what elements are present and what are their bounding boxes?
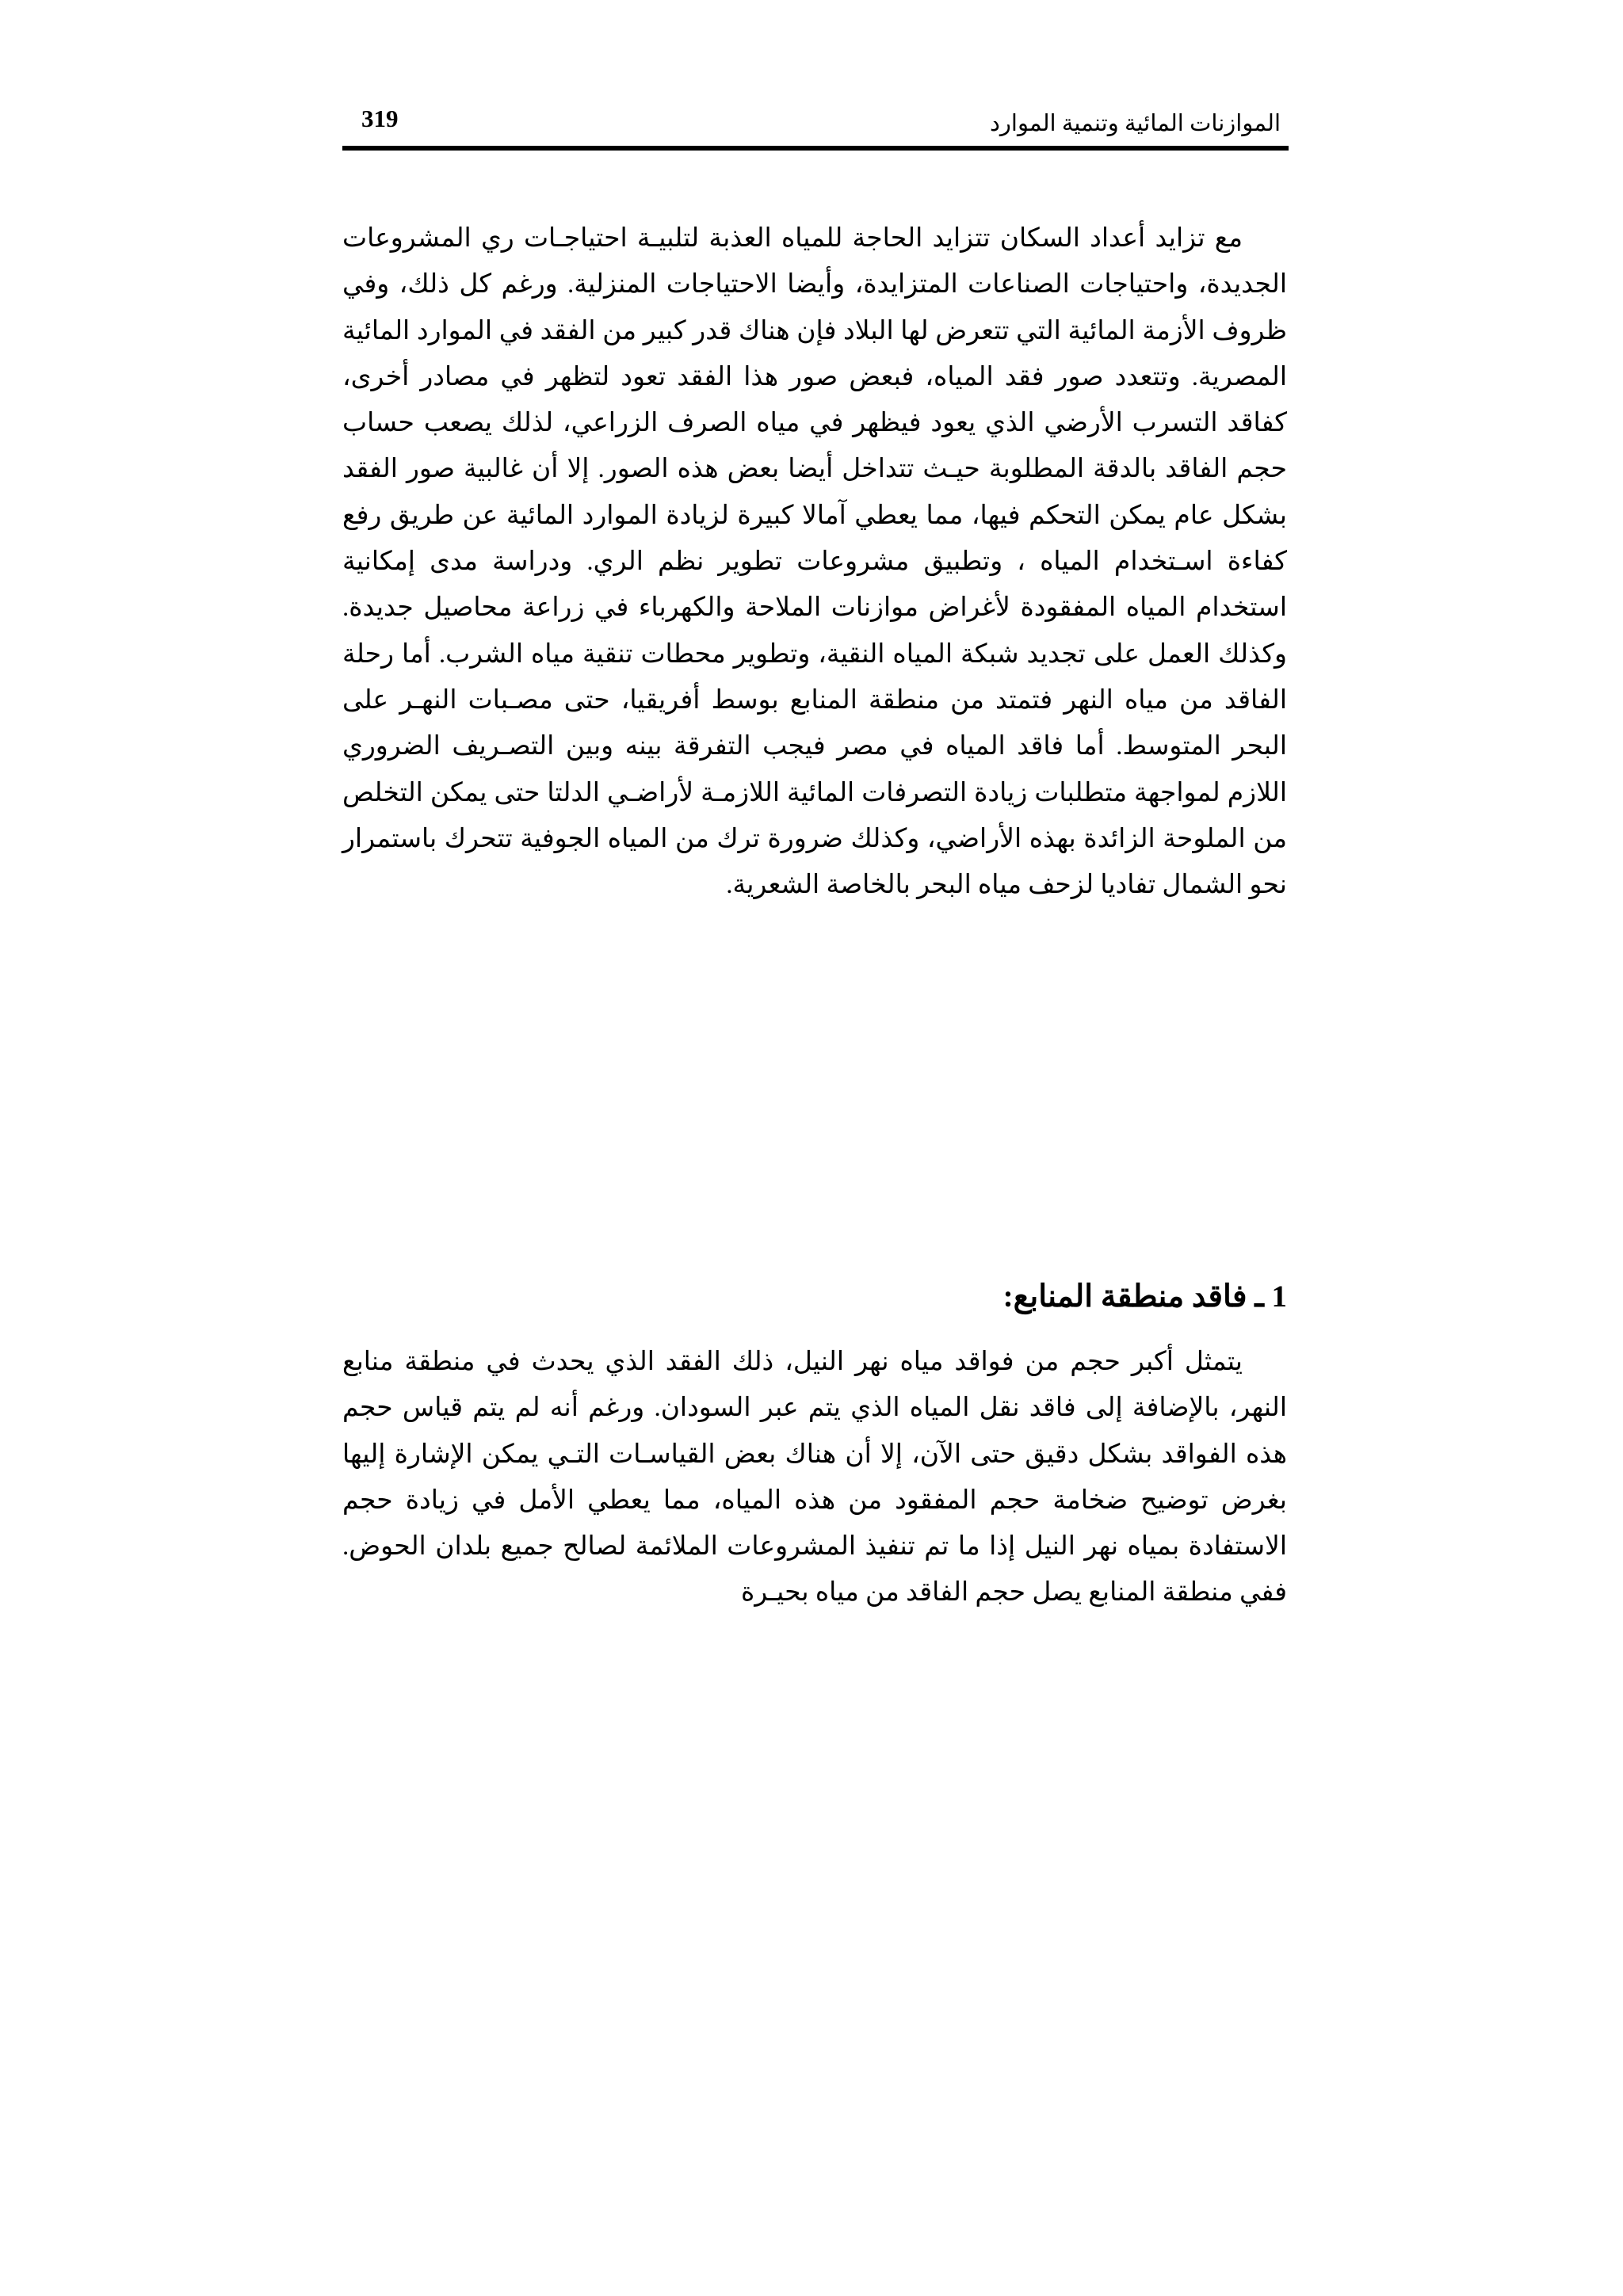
page-number: 319 [361, 105, 399, 132]
section-title: ـ فاقد منطقة المنابع: [1002, 1280, 1272, 1314]
running-header-title: الموازنات المائية وتنمية الموارد [989, 111, 1281, 136]
section-number: 1 [1271, 1280, 1287, 1314]
body-paragraph-2: يتمثل أكبر حجم من فواقد مياه نهر النيل، ذلك الفقد الذي يحدث في منطقة منابع النهر، بالإضافة إلى فاقد نقل المياه الذي يتم عبر السودان. ورغم أنه لم يتم قياس حجم هذه الفواقد بشكل دقيق حتى الآن، إلا أن هناك بعض القياسـات التـي يمكن الإشارة إليها بغرض توضيح ضخامة حجم المفقود من هذه المياه، مما يعطي الأمل في زيادة حجم الاستفادة بمياه نهر النيل إذا ما تم تنفيذ المشروعات الملائمة لصالح جميع بلدان الحوض. ففي منطقة المنابع يصل حجم الفاقد من مياه بحيـرة [342, 1348, 1287, 1608]
body-paragraph-1: مع تزايد أعداد السكان تتزايد الحاجة للمياه العذبة لتلبيـة احتياجـات ري المشروعات الجديدة، واحتياجات الصناعات المتزايدة، وأيضا الاحتياجات المنزلية. ورغم كل ذلك، وفي ظروف الأزمة المائية التي تتعرض لها البلاد فإن هناك قدر كبير من الفقد في الموارد المائية المصرية. وتتعدد صور فقد المياه، فبعض صور هذا الفقد تعود لتظهر في مصادر أخرى، كفاقد التسرب الأرضي الذي يعود فيظهر في مياه الصرف الزراعي، لذلك يصعب حساب حجم الفاقد بالدقة المطلوبة حيـث تتداخل أيضا بعض هذه الصور. إلا أن غالبية صور الفقد بشكل عام يمكن التحكم فيها، مما يعطي آمالا كبيرة لزيادة الموارد المائية عن طريق رفع كفاءة اسـتخدام المياه ، وتطبيق مشروعات تطوير نظم الري. ودراسة مدى إمكانية استخدام المياه المفقودة لأغراض موازنات الملاحة والكهرباء في زراعة محاصيل جديدة. وكذلك العمل على تجديد شبكة المياه النقية، وتطوير محطات تنقية مياه الشرب. أما رحلة الفاقد من مياه النهر فتمتد من منطقة المنابع بوسط أفريقيا، حتى مصـبات النهـر على البحر المتوسط. أما فاقد المياه في مصر فيجب التفرقة بينه وبين التصـريف الضروري اللازم لمواجهة متطلبات زيادة التصرفات المائية اللازمـة لأراضـي الدلتا حتى يمكن التخلص من الملوحة الزائدة بهذه الأراضي، وكذلك ضرورة ترك من المياه الجوفية تتحرك باستمرار نحو الشمال تفاديا لزحف مياه البحر بالخاصة الشعرية. [342, 224, 1287, 900]
header-divider [342, 146, 1289, 151]
section-heading [1003, 1279, 1287, 1314]
